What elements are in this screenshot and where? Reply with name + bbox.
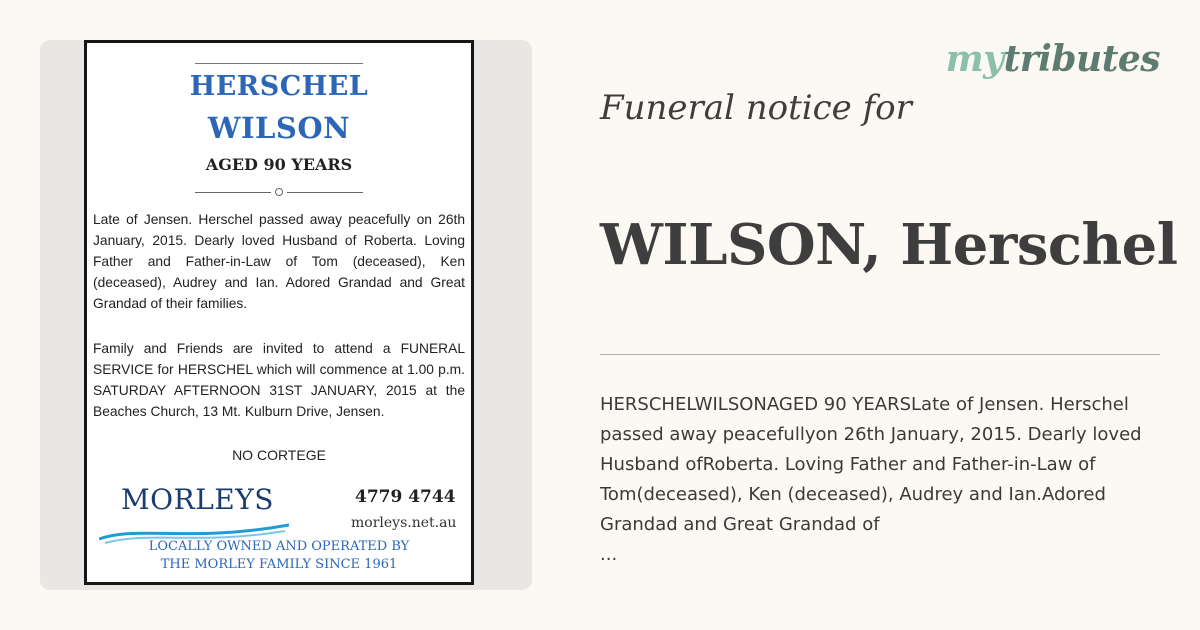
- notice-first-name: HERSCHEL: [189, 71, 369, 102]
- notice-image: [40, 40, 532, 590]
- notice-last-name: WILSON: [207, 111, 351, 145]
- divider: [600, 354, 1160, 355]
- notice-paragraph-2: Family and Friends are invited to attend a FUNERAL SERVICE for HERSCHEL which will commence at 1.00 p.m. SATURDAY AFTERNOON 31ST JANUARY, 2015 at the Beaches Church, 13 Mt. Kulburn Drive, Jensen.: [93, 341, 465, 419]
- notice-website: morleys.net.au: [351, 515, 457, 531]
- ornament-divider: [195, 188, 363, 198]
- logo-tributes: tributes: [1003, 38, 1160, 80]
- notice-age: AGED 90 YEARS: [205, 155, 353, 174]
- notice-tagline-2: THE MORLEY FAMILY SINCE 1961: [160, 557, 398, 572]
- summary-text: HERSCHELWILSONAGED 90 YEARSLate of Jensen. Herschel passed away peacefullyon 26th January, 2015. Dearly loved Husband ofRoberta. Loving Father and Father-in-Law of Tom(deceased), Ken (deceased), Audrey and Ian.Adored Grandad and Great Grandad of: [600, 394, 1142, 535]
- notice-paper: [84, 40, 474, 585]
- funeral-home-logo: MORLEYS: [121, 483, 274, 516]
- page-heading: Funeral notice for: [600, 88, 912, 128]
- logo-my: my: [945, 38, 1004, 80]
- top-rule: [195, 63, 363, 64]
- notice-summary: [600, 390, 1165, 570]
- summary-ellipsis: ...: [600, 544, 618, 565]
- site-logo[interactable]: [946, 38, 1160, 80]
- notice-paragraph-1: Late of Jensen. Herschel passed away peacefully on 26th January, 2015. Dearly loved Husband of Roberta. Loving Father and Father-in-Law of Tom (deceased), Ken (deceased), Audrey and Ian. Adored Grandad and Great Grandad of their families.: [93, 212, 465, 311]
- deceased-name: WILSON, Herschel: [600, 212, 1178, 278]
- notice-phone: 4779 4744: [355, 487, 456, 507]
- notice-tagline-1: LOCALLY OWNED AND OPERATED BY: [148, 539, 410, 554]
- notice-no-cortege: NO CORTEGE: [232, 447, 326, 463]
